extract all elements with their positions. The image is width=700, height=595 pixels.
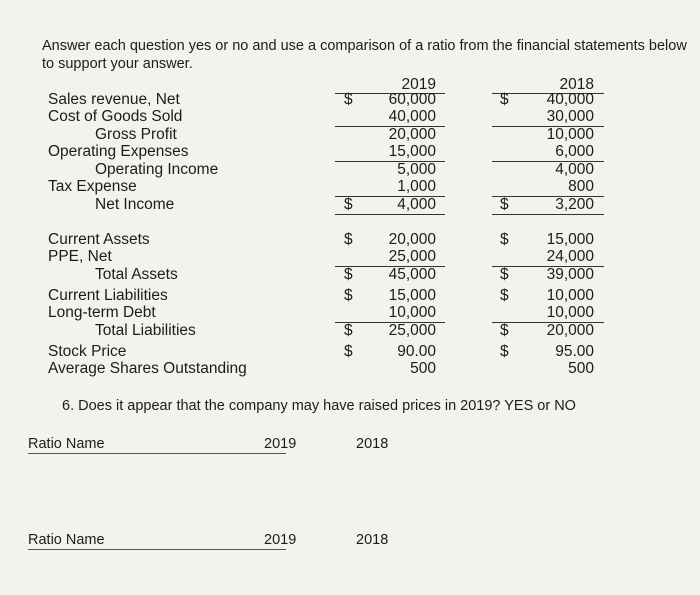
- row-label-average-shares: Average Shares Outstanding: [48, 360, 247, 377]
- ratio-col-2019: 2019: [264, 436, 297, 452]
- value-net-income-2018: 3,200: [555, 196, 594, 213]
- ratio-name-label: Ratio Name: [28, 436, 105, 452]
- dollar-sign: $: [344, 91, 353, 108]
- row-label-long-term-debt: Long-term Debt: [48, 304, 156, 321]
- value-opex-2019: 15,000: [388, 143, 436, 160]
- value-gross-profit-2018: 10,000: [546, 126, 594, 143]
- value-tax-2019: 1,000: [397, 178, 436, 195]
- value-gross-profit-2019: 20,000: [388, 126, 436, 143]
- row-label-operating-income: Operating Income: [95, 161, 219, 178]
- value-ppe-2019: 25,000: [388, 248, 436, 265]
- dollar-sign: $: [500, 266, 509, 283]
- row-label-tax-expense: Tax Expense: [48, 178, 137, 195]
- dollar-sign: $: [500, 287, 509, 304]
- year-header-2019: 2019: [401, 76, 436, 93]
- value-shares-2019: 500: [410, 360, 436, 377]
- value-total-assets-2018: 39,000: [546, 266, 594, 283]
- value-current-assets-2019: 20,000: [388, 231, 436, 248]
- value-long-term-debt-2018: 10,000: [546, 304, 594, 321]
- value-operating-income-2019: 5,000: [397, 161, 436, 178]
- dollar-sign: $: [500, 231, 509, 248]
- value-total-liabilities-2019: 25,000: [388, 322, 436, 339]
- year-header-2018: 2018: [559, 76, 594, 93]
- value-cogs-2018: 30,000: [546, 108, 594, 125]
- value-stock-price-2019: 90.00: [397, 343, 436, 360]
- row-label-current-liabilities: Current Liabilities: [48, 287, 168, 304]
- ratio-name-blank: [28, 453, 286, 454]
- ratio-name-label: Ratio Name: [28, 532, 105, 548]
- row-label-current-assets: Current Assets: [48, 231, 150, 248]
- ratio-answer-row-2: [28, 532, 448, 552]
- value-ppe-2018: 24,000: [546, 248, 594, 265]
- ratio-col-2018: 2018: [356, 436, 389, 452]
- ratio-name-blank: [28, 549, 286, 550]
- dollar-sign: $: [500, 196, 509, 213]
- value-shares-2018: 500: [568, 360, 594, 377]
- value-current-assets-2018: 15,000: [546, 231, 594, 248]
- row-label-gross-profit: Gross Profit: [95, 126, 177, 143]
- row-label-net-income: Net Income: [95, 196, 175, 213]
- underline: [335, 214, 445, 215]
- ratio-col-2018: 2018: [356, 532, 389, 548]
- dollar-sign: $: [500, 91, 509, 108]
- dollar-sign: $: [344, 196, 353, 213]
- question-6: 6. Does it appear that the company may have raised prices in 2019? YES or NO: [62, 398, 576, 414]
- dollar-sign: $: [344, 322, 353, 339]
- value-current-liabilities-2019: 15,000: [388, 287, 436, 304]
- value-stock-price-2018: 95.00: [555, 343, 594, 360]
- ratio-col-2019: 2019: [264, 532, 297, 548]
- ratio-answer-row-1: [28, 436, 448, 456]
- value-long-term-debt-2019: 10,000: [388, 304, 436, 321]
- value-current-liabilities-2018: 10,000: [546, 287, 594, 304]
- dollar-sign: $: [344, 266, 353, 283]
- row-label-cogs: Cost of Goods Sold: [48, 108, 183, 125]
- underline: [492, 214, 604, 215]
- value-net-income-2019: 4,000: [397, 196, 436, 213]
- dollar-sign: $: [500, 322, 509, 339]
- value-operating-income-2018: 4,000: [555, 161, 594, 178]
- row-label-total-liabilities: Total Liabilities: [95, 322, 196, 339]
- row-label-stock-price: Stock Price: [48, 343, 127, 360]
- dollar-sign: $: [344, 287, 353, 304]
- dollar-sign: $: [344, 231, 353, 248]
- value-opex-2018: 6,000: [555, 143, 594, 160]
- row-label-operating-expenses: Operating Expenses: [48, 143, 189, 160]
- value-tax-2018: 800: [568, 178, 594, 195]
- row-label-total-assets: Total Assets: [95, 266, 178, 283]
- instructions-text: Answer each question yes or no and use a comparison of a ratio from the financial statements below to support your answer.: [42, 38, 687, 72]
- dollar-sign: $: [500, 343, 509, 360]
- row-label-sales-revenue: Sales revenue, Net: [48, 91, 180, 108]
- value-sales-2018: 40,000: [546, 91, 594, 108]
- value-sales-2019: 60,000: [388, 91, 436, 108]
- dollar-sign: $: [344, 343, 353, 360]
- value-total-liabilities-2018: 20,000: [546, 322, 594, 339]
- value-total-assets-2019: 45,000: [388, 266, 436, 283]
- value-cogs-2019: 40,000: [388, 108, 436, 125]
- row-label-ppe-net: PPE, Net: [48, 248, 112, 265]
